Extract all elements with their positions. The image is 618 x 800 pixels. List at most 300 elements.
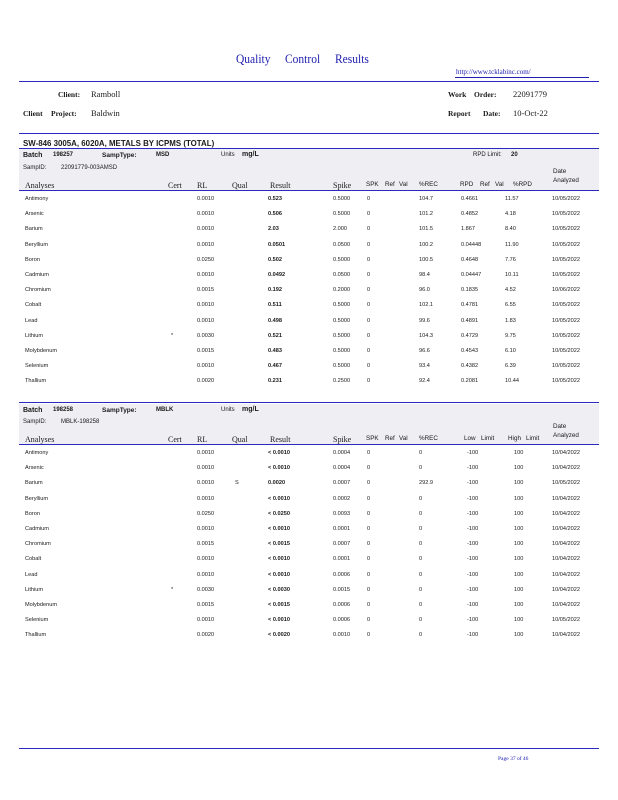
cell-spike: 0.0004 xyxy=(333,450,351,456)
cell-result: 0.467 xyxy=(268,363,282,370)
cell-analyte: Arsenic xyxy=(25,211,44,218)
cell-low-limit: -100 xyxy=(467,571,479,578)
cell-analyte: Lithium xyxy=(25,586,44,593)
batch1-header-rl: RL xyxy=(197,181,208,190)
cell-spk-ref: 0 xyxy=(367,348,371,354)
cell-analyte: Cadmium xyxy=(25,272,49,278)
project-label-2: Project: xyxy=(51,109,77,118)
cell-spike: 0.0006 xyxy=(333,617,351,624)
cell-rec: 96.6 xyxy=(419,348,430,354)
table-row xyxy=(0,617,618,629)
table-row xyxy=(0,242,618,254)
cell-high-limit: 100 xyxy=(514,510,524,517)
cell-rpd-ref: 0.04448 xyxy=(461,241,482,248)
report-date-label-2: Date: xyxy=(483,109,501,118)
cell-result: 0.483 xyxy=(268,348,282,354)
cell-rec: 101.5 xyxy=(419,226,433,233)
cell-result: 0.521 xyxy=(268,332,282,339)
title-word-results: Results xyxy=(335,52,369,66)
cell-low-limit: -100 xyxy=(467,632,479,639)
cell-spike: 0.0002 xyxy=(333,495,351,502)
cell-high-limit: 100 xyxy=(514,632,524,639)
cell-rl: 0.0010 xyxy=(197,241,215,248)
cell-low-limit: -100 xyxy=(467,510,479,517)
cell-spk-ref: 0 xyxy=(367,363,371,370)
cell-result: < 0.0030 xyxy=(268,586,290,593)
cell-low-limit: -100 xyxy=(467,602,479,608)
cell-date: 10/04/2022 xyxy=(552,495,580,502)
cell-date: 10/05/2022 xyxy=(552,302,580,309)
cell-analyte: Lead xyxy=(25,317,38,324)
table-row xyxy=(0,496,618,508)
cell-result: < 0.0010 xyxy=(268,450,290,456)
cell-rl: 0.0020 xyxy=(197,378,215,385)
project-label-1: Client xyxy=(23,109,43,118)
cell-spk-ref: 0 xyxy=(367,602,371,608)
cell-date: 10/05/2022 xyxy=(552,363,580,370)
report-date-label-1: Report xyxy=(448,109,471,118)
cell-spk-ref: 0 xyxy=(367,465,371,472)
cell-rpd-ref: 1.867 xyxy=(461,226,475,233)
batch1-samptype-label: SampType: xyxy=(102,152,137,159)
title-word-quality: Quality xyxy=(236,52,271,66)
cell-rl: 0.0010 xyxy=(197,495,215,502)
cell-date: 10/05/2022 xyxy=(552,272,580,278)
cell-analyte: Selenium xyxy=(25,363,49,370)
cell-rec: 100.5 xyxy=(419,256,433,263)
cell-low-limit: -100 xyxy=(467,465,479,472)
batch1-batch-value: 198257 xyxy=(53,152,74,158)
cell-analyte: Selenium xyxy=(25,617,49,624)
table-row xyxy=(0,287,618,299)
table-row xyxy=(0,572,618,584)
batch1-header-result: Result xyxy=(270,181,291,190)
cell-rec: 0 xyxy=(419,556,423,563)
cell-rl: 0.0010 xyxy=(197,363,215,370)
table-row xyxy=(0,587,618,599)
cell-analyte: Antimony xyxy=(25,196,49,202)
cell-spk-ref: 0 xyxy=(367,632,371,639)
batch2-header-rl: RL xyxy=(197,435,208,444)
batch1-rpd-value: 20 xyxy=(511,152,518,158)
cell-rpd: 4.52 xyxy=(505,287,516,294)
cell-analyte: Cadmium xyxy=(25,526,49,532)
cell-spike: 0.0007 xyxy=(333,541,351,548)
cell-date: 10/06/2022 xyxy=(552,287,580,294)
cell-analyte: Beryllium xyxy=(25,495,49,502)
table-row xyxy=(0,556,618,568)
batch1-header-ref: Ref xyxy=(385,181,395,188)
table-row xyxy=(0,318,618,330)
cell-high-limit: 100 xyxy=(514,526,524,532)
batch2-sampid-value: MBLK-198258 xyxy=(61,419,100,425)
cell-result: 0.506 xyxy=(268,211,282,218)
batch2-header-spk: SPK xyxy=(366,435,379,442)
cell-rec: 100.2 xyxy=(419,241,433,248)
cell-analyte: Barium xyxy=(25,226,43,233)
cell-spk-ref: 0 xyxy=(367,480,371,487)
cell-low-limit: -100 xyxy=(467,526,479,532)
cell-low-limit: -100 xyxy=(467,617,479,624)
batch1-samptype-value: MSD xyxy=(156,152,170,158)
cell-rec: 0 xyxy=(419,602,423,608)
cell-rec: 0 xyxy=(419,465,423,472)
cell-spike: 0.0001 xyxy=(333,526,351,532)
batch2-header-underline xyxy=(19,444,599,445)
cell-rl: 0.0015 xyxy=(197,348,215,354)
cell-rpd: 10.44 xyxy=(505,378,519,385)
table-row xyxy=(0,541,618,553)
cell-rec: 99.6 xyxy=(419,317,430,324)
cell-result: 0.511 xyxy=(268,302,282,309)
cell-result: < 0.0010 xyxy=(268,526,290,532)
batch2-header-result: Result xyxy=(270,435,291,444)
cell-rec: 0 xyxy=(419,586,423,593)
cell-rec: 98.4 xyxy=(419,272,430,278)
cell-rec: 0 xyxy=(419,526,423,532)
cell-rl: 0.0030 xyxy=(197,332,215,339)
cell-qual: S xyxy=(235,480,239,487)
batch1-header-date: Date xyxy=(553,168,567,175)
cell-result: < 0.0010 xyxy=(268,556,290,563)
batch2-units-value: mg/L xyxy=(242,406,259,413)
cell-rec: 96.0 xyxy=(419,287,430,294)
cell-rl: 0.0010 xyxy=(197,617,215,624)
cell-rl: 0.0010 xyxy=(197,450,215,456)
cell-rl: 0.0010 xyxy=(197,196,215,202)
cell-rec: 101.2 xyxy=(419,211,433,218)
cell-spk-ref: 0 xyxy=(367,526,371,532)
cell-high-limit: 100 xyxy=(514,495,524,502)
cell-rec: 0 xyxy=(419,632,423,639)
cell-rpd-ref: 0.4648 xyxy=(461,256,479,263)
cell-rl: 0.0010 xyxy=(197,272,215,278)
batch2-sampid-label: SampID: xyxy=(23,419,47,425)
batch2-header-val: Val xyxy=(399,435,408,442)
cell-rl: 0.0010 xyxy=(197,526,215,532)
batch2-samptype-value: MBLK xyxy=(156,407,174,413)
batch1-sampid-value: 22091779-003AMSD xyxy=(61,165,118,171)
page-number: Page 37 of 46 xyxy=(498,756,529,762)
table-row xyxy=(0,602,618,614)
cell-cert: * xyxy=(171,332,174,339)
cell-result: 0.0492 xyxy=(268,272,286,278)
table-row xyxy=(0,302,618,314)
table-row xyxy=(0,526,618,538)
batch1-header-c1: RPD xyxy=(460,181,474,188)
cell-low-limit: -100 xyxy=(467,556,479,563)
table-row xyxy=(0,363,618,375)
cell-rec: 0 xyxy=(419,495,423,502)
cell-high-limit: 100 xyxy=(514,602,524,608)
cell-rpd-ref: 0.4891 xyxy=(461,317,479,324)
cell-spike: 0.5000 xyxy=(333,211,351,218)
cell-rpd: 9.75 xyxy=(505,332,516,339)
cell-date: 10/05/2022 xyxy=(552,226,580,233)
cell-rec: 0 xyxy=(419,510,423,517)
cell-spk-ref: 0 xyxy=(367,586,371,593)
cell-rpd-ref: 0.4543 xyxy=(461,348,479,354)
cell-rl: 0.0010 xyxy=(197,480,215,487)
cell-rec: 93.4 xyxy=(419,363,430,370)
cell-rec: 0 xyxy=(419,617,423,624)
client-label: Client: xyxy=(58,90,81,99)
table-row xyxy=(0,348,618,360)
cell-rl: 0.0010 xyxy=(197,226,215,233)
cell-rl: 0.0020 xyxy=(197,632,215,639)
cell-high-limit: 100 xyxy=(514,480,524,487)
cell-low-limit: -100 xyxy=(467,480,479,487)
cell-spk-ref: 0 xyxy=(367,211,371,218)
batch2-header-analyses: Analyses xyxy=(25,435,55,444)
cell-rl: 0.0015 xyxy=(197,287,215,294)
batch2-header-c1: Low xyxy=(464,435,476,442)
batch1-header-rec: %REC xyxy=(419,181,438,188)
cell-rl: 0.0010 xyxy=(197,317,215,324)
cell-analyte: Molybdenum xyxy=(25,602,58,608)
cell-spike: 0.5000 xyxy=(333,363,351,370)
cell-date: 10/04/2022 xyxy=(552,602,580,608)
table-row xyxy=(0,378,618,390)
batch2-units-label: Units xyxy=(221,407,235,413)
cell-rl: 0.0010 xyxy=(197,302,215,309)
cell-rpd: 6.10 xyxy=(505,348,516,354)
batch1-units-label: Units xyxy=(221,152,235,158)
cell-rpd: 6.55 xyxy=(505,302,516,309)
cell-rpd: 11.90 xyxy=(505,241,519,248)
cell-spk-ref: 0 xyxy=(367,256,371,263)
cell-spike: 0.0004 xyxy=(333,465,351,472)
work-order-value: 22091779 xyxy=(513,89,547,99)
cell-spk-ref: 0 xyxy=(367,226,371,233)
cell-rpd: 1.83 xyxy=(505,317,516,324)
batch1-header-spk: SPK xyxy=(366,181,379,188)
footer-divider xyxy=(19,748,599,749)
cell-spike: 0.5000 xyxy=(333,302,351,309)
cell-analyte: Molybdenum xyxy=(25,348,58,354)
cell-rec: 0 xyxy=(419,541,423,548)
cell-date: 10/04/2022 xyxy=(552,541,580,548)
cell-result: 0.192 xyxy=(268,287,282,294)
table-row xyxy=(0,465,618,477)
cell-date: 10/04/2022 xyxy=(552,450,580,456)
batch1-header-c2: Ref xyxy=(480,181,490,188)
cell-date: 10/05/2022 xyxy=(552,256,580,263)
batch2-top-divider xyxy=(19,402,599,403)
cell-spike: 0.0007 xyxy=(333,480,351,487)
cell-spike: 0.5000 xyxy=(333,317,351,324)
batch2-header-spike: Spike xyxy=(333,435,352,444)
cell-analyte: Lead xyxy=(25,571,38,578)
batch1-header-spike: Spike xyxy=(333,181,352,190)
batch2-header-cert: Cert xyxy=(168,435,182,444)
batch2-header-analyzed: Analyzed xyxy=(553,432,579,439)
cell-rl: 0.0015 xyxy=(197,602,215,608)
cell-result: < 0.0010 xyxy=(268,571,290,578)
table-row xyxy=(0,196,618,208)
cell-result: < 0.0010 xyxy=(268,617,290,624)
batch1-rpd-label: RPD Limit: xyxy=(473,152,502,158)
cell-date: 10/04/2022 xyxy=(552,556,580,563)
batch2-header-c4: Limit xyxy=(526,435,540,442)
batch2-header-rec: %REC xyxy=(419,435,438,442)
cell-rpd: 8.40 xyxy=(505,226,516,233)
batch1-header-val: Val xyxy=(399,181,408,188)
cell-spk-ref: 0 xyxy=(367,541,371,548)
cell-date: 10/05/2022 xyxy=(552,480,580,487)
cell-spike: 0.0006 xyxy=(333,602,351,608)
cell-rl: 0.0010 xyxy=(197,571,215,578)
table-row xyxy=(0,632,618,644)
table-row xyxy=(0,211,618,223)
table-row xyxy=(0,333,618,345)
cell-result: < 0.0020 xyxy=(268,632,290,639)
cell-date: 10/05/2022 xyxy=(552,378,580,385)
cell-rec: 104.7 xyxy=(419,196,433,202)
batch1-header-analyses: Analyses xyxy=(25,181,55,190)
cell-spike: 0.5000 xyxy=(333,196,351,202)
cell-result: < 0.0010 xyxy=(268,495,290,502)
cell-rl: 0.0015 xyxy=(197,541,215,548)
cell-spk-ref: 0 xyxy=(367,332,371,339)
cell-cert: * xyxy=(171,586,174,593)
cell-analyte: Boron xyxy=(25,256,40,263)
cell-spike: 0.0006 xyxy=(333,571,351,578)
cell-rec: 92.4 xyxy=(419,378,430,385)
cell-rpd-ref: 0.4661 xyxy=(461,196,479,202)
batch2-header-qual: Qual xyxy=(232,435,248,444)
batch1-header-cert: Cert xyxy=(168,181,182,190)
cell-date: 10/04/2022 xyxy=(552,510,580,517)
cell-date: 10/04/2022 xyxy=(552,632,580,639)
cell-analyte: Chromium xyxy=(25,287,51,294)
batch1-header-qual: Qual xyxy=(232,181,248,190)
cell-rl: 0.0030 xyxy=(197,586,215,593)
cell-spike: 2.000 xyxy=(333,226,347,233)
cell-spk-ref: 0 xyxy=(367,196,371,202)
cell-high-limit: 100 xyxy=(514,465,524,472)
batch2-header-date: Date xyxy=(553,423,567,430)
table-row xyxy=(0,450,618,462)
work-order-label-2: Order: xyxy=(474,90,497,99)
cell-rl: 0.0250 xyxy=(197,256,215,263)
cell-analyte: Antimony xyxy=(25,450,49,456)
cell-rl: 0.0250 xyxy=(197,510,215,517)
batch2-header-c2: Limit xyxy=(481,435,495,442)
table-row xyxy=(0,480,618,492)
lab-website-link[interactable]: http://www.tcklabinc.com/ xyxy=(456,68,531,76)
cell-result: < 0.0015 xyxy=(268,602,290,608)
cell-date: 10/05/2022 xyxy=(552,211,580,218)
cell-rpd: 7.76 xyxy=(505,256,516,263)
cell-rec: 0 xyxy=(419,450,423,456)
cell-high-limit: 100 xyxy=(514,571,524,578)
cell-rl: 0.0010 xyxy=(197,556,215,563)
report-date-value: 10-Oct-22 xyxy=(513,108,548,118)
batch2-samptype-label: SampType: xyxy=(102,407,137,414)
cell-high-limit: 100 xyxy=(514,617,524,624)
cell-date: 10/05/2022 xyxy=(552,317,580,324)
cell-rpd-ref: 0.1835 xyxy=(461,287,479,294)
cell-spk-ref: 0 xyxy=(367,617,371,624)
cell-high-limit: 100 xyxy=(514,450,524,456)
cell-rl: 0.0010 xyxy=(197,465,215,472)
cell-spk-ref: 0 xyxy=(367,378,371,385)
cell-low-limit: -100 xyxy=(467,586,479,593)
cell-rec: 0 xyxy=(419,571,423,578)
batch1-units-value: mg/L xyxy=(242,151,259,158)
cell-spike: 0.0015 xyxy=(333,586,351,593)
cell-spk-ref: 0 xyxy=(367,302,371,309)
section-top-divider xyxy=(19,133,599,134)
table-row xyxy=(0,511,618,523)
table-row xyxy=(0,226,618,238)
cell-rpd-ref: 0.4729 xyxy=(461,332,479,339)
cell-high-limit: 100 xyxy=(514,586,524,593)
cell-spk-ref: 0 xyxy=(367,571,371,578)
cell-rpd-ref: 0.2081 xyxy=(461,378,479,385)
work-order-label-1: Work xyxy=(448,90,467,99)
client-value: Ramboll xyxy=(91,89,121,99)
cell-result: < 0.0010 xyxy=(268,465,290,472)
cell-spike: 0.0001 xyxy=(333,556,351,563)
cell-result: < 0.0250 xyxy=(268,510,290,517)
cell-result: 0.523 xyxy=(268,196,282,202)
cell-rpd: 6.39 xyxy=(505,363,516,370)
cell-spike: 0.5000 xyxy=(333,332,351,339)
cell-date: 10/04/2022 xyxy=(552,586,580,593)
cell-rpd-ref: 0.4852 xyxy=(461,211,479,218)
batch2-batch-label: Batch xyxy=(23,407,43,414)
cell-spk-ref: 0 xyxy=(367,241,371,248)
batch1-sampid-label: SampID: xyxy=(23,165,47,171)
batch1-header-c4: %RPD xyxy=(513,181,532,188)
batch1-header-underline xyxy=(19,190,599,191)
cell-rpd: 11.57 xyxy=(505,196,519,202)
cell-rpd: 4.18 xyxy=(505,211,516,218)
cell-spike: 0.2000 xyxy=(333,287,351,294)
cell-spike: 0.5000 xyxy=(333,348,351,354)
cell-result: 0.498 xyxy=(268,317,282,324)
title-word-control: Control xyxy=(285,52,321,66)
cell-date: 10/05/2022 xyxy=(552,348,580,354)
cell-low-limit: -100 xyxy=(467,495,479,502)
cell-rec: 292.9 xyxy=(419,480,433,487)
cell-spk-ref: 0 xyxy=(367,495,371,502)
batch1-header-analyzed: Analyzed xyxy=(553,177,579,184)
cell-date: 10/05/2022 xyxy=(552,332,580,339)
cell-date: 10/04/2022 xyxy=(552,465,580,472)
cell-result: 0.231 xyxy=(268,378,282,385)
cell-result: 0.0501 xyxy=(268,241,286,248)
cell-date: 10/05/2022 xyxy=(552,196,580,202)
header-divider xyxy=(19,81,599,82)
cell-spike: 0.2500 xyxy=(333,378,351,385)
cell-rl: 0.0010 xyxy=(197,211,215,218)
cell-spike: 0.0500 xyxy=(333,272,351,278)
cell-spike: 0.5000 xyxy=(333,256,351,263)
cell-low-limit: -100 xyxy=(467,450,479,456)
cell-rpd: 10.11 xyxy=(505,272,519,278)
cell-analyte: Boron xyxy=(25,510,40,517)
cell-spk-ref: 0 xyxy=(367,510,371,517)
cell-rec: 104.3 xyxy=(419,332,433,339)
cell-low-limit: -100 xyxy=(467,541,479,548)
batch1-batch-label: Batch xyxy=(23,152,43,159)
cell-analyte: Cobalt xyxy=(25,302,42,309)
project-value: Baldwin xyxy=(91,108,120,118)
cell-spike: 0.0500 xyxy=(333,241,351,248)
